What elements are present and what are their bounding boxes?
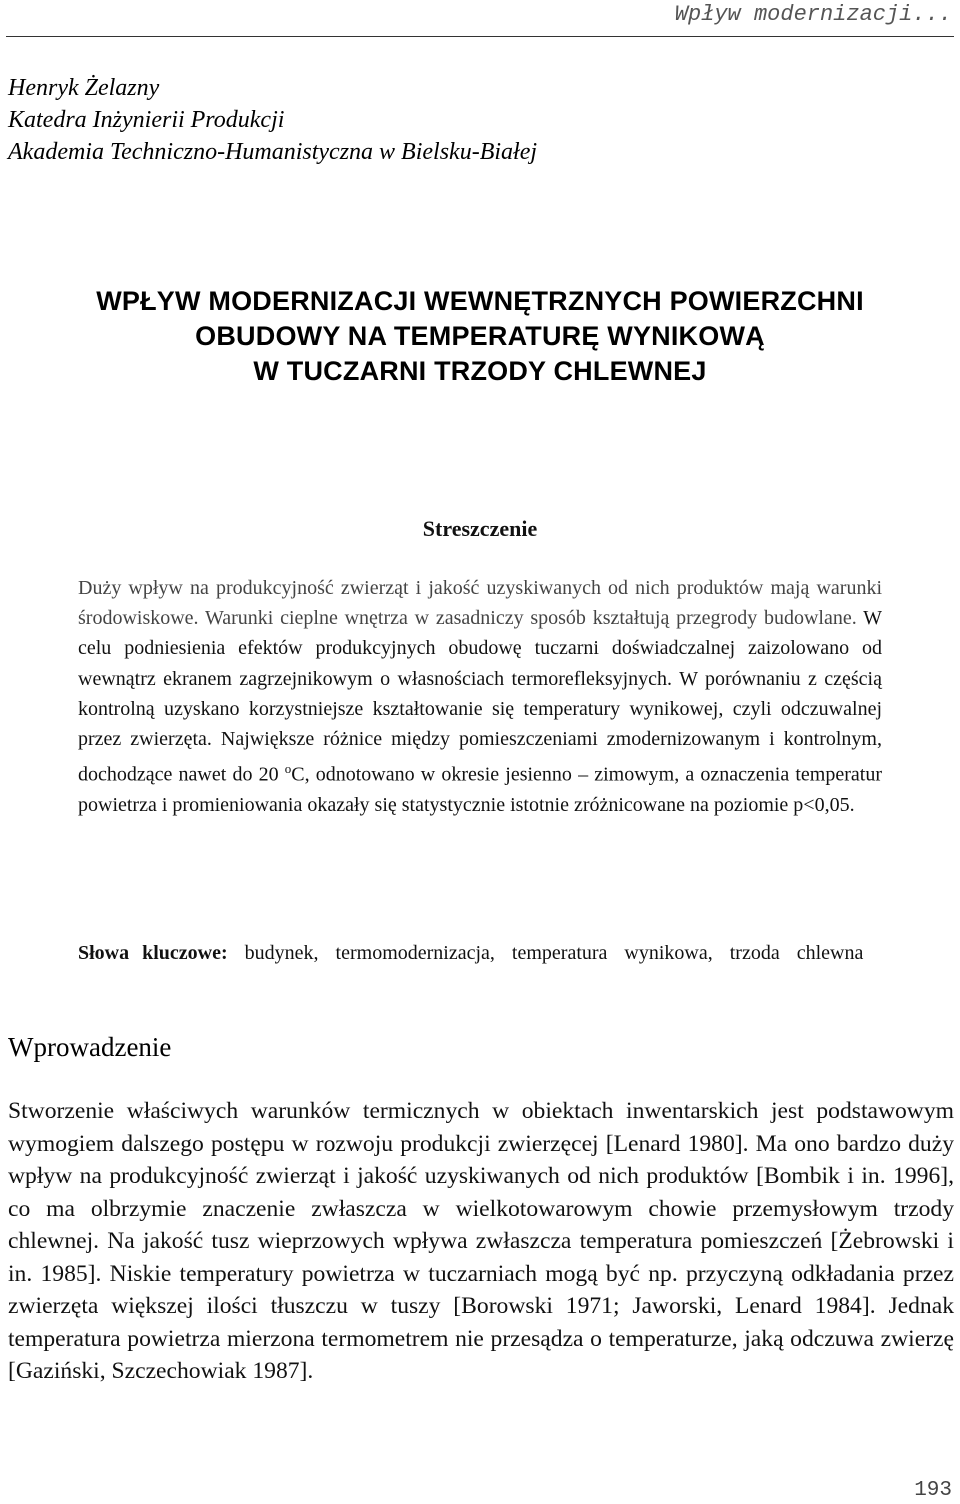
running-head: Wpływ modernizacji...	[674, 2, 952, 27]
keywords-label: Słowa kluczowe:	[78, 942, 228, 964]
section-body-text: Stworzenie właściwych warunków termicznych w obiektach inwentarskich jest podstawowym wymogiem dalszego postępu w rozwoju produkcji zwierzęcej [Lenard 1980]. Ma ono bardzo duży wpływ na produkcyjność zwierząt i jakość uzyskiwanych od nich produktów [Bombik i in. 1996], co ma olbrzymie znaczenie zwłaszcza w wielkotowarowym chowie przemysłowym trzody chlewnej. Na jakość tusz wieprzowych wpływa zwłaszcza temperatura pomieszczeń [Żebrowski i in. 1985]. Niskie temperatury powietrza w tuczarniach mogą być np. przyczyną odkładania przez zwierzęta większej ilości tłuszczu w tuszy [Borowski 1971; Jaworski, Lenard 1984]. Jednak temperatura powietrza mierzona termometrem nie przesądza o temperaturze, jaką odczuwa zwierzę [Gaziński, Szczechowiak 1987].	[8, 1098, 954, 1384]
author-institution: Akademia Techniczno-Humanistyczna w Bielsku-Białej	[8, 139, 538, 165]
abstract-text	[78, 573, 882, 820]
abstract-heading: Streszczenie	[422, 516, 538, 541]
title-line: W TUCZARNI TRZODY CHLEWNEJ	[253, 356, 707, 386]
abstract-text-part: W celu podniesienia efektów produkcyjnych obudowę tuczarni doświadczalnej zaizolowano od wewnątrz ekranem zagrzejnikowym o własnościach termorefleksyjnych. W porównaniu z częścią kontrolną uzyskano korzystniejsze kształtowanie się temperatury wynikowej, czyli odczuwalnej przez zwierzęta. Największe różnice między pomieszczeniami zmodernizowanym i kontrolnym, dochodzące nawet do 20	[78, 607, 883, 786]
abstract-text-part: C, odnotowano w okresie jesienno – zimowym, a oznaczenia temperatur powietrza i promieniowania okazały się statystycznie istotnie zróżnicowane na poziomie p<0,05.	[78, 763, 882, 817]
header-rule	[6, 36, 954, 37]
keywords-text: budynek, termomodernizacja, temperatura wynikowa, trzoda chlewna	[227, 942, 864, 964]
author-block	[8, 72, 908, 168]
title-line: OBUDOWY NA TEMPERATURĘ WYNIKOWĄ	[195, 321, 765, 351]
paper-title	[0, 284, 960, 389]
keywords	[78, 938, 882, 968]
author-name: Henryk Żelazny	[8, 75, 160, 101]
author-department: Katedra Inżynierii Produkcji	[8, 107, 285, 133]
abstract-text-part: Duży wpływ na produkcyjność zwierząt i jakość uzyskiwanych od nich produktów mają warunki środowiskowe. Warunki cieplne wnętrza w zasadniczy sposób kształtują przegrody budowlane.	[78, 577, 882, 630]
degree-superscript: o	[284, 761, 292, 777]
section-heading: Wprowadzenie	[8, 1032, 172, 1062]
page-number: 193	[914, 1479, 952, 1502]
title-line: WPŁYW MODERNIZACJI WEWNĘTRZNYCH POWIERZCHNI	[96, 286, 864, 316]
